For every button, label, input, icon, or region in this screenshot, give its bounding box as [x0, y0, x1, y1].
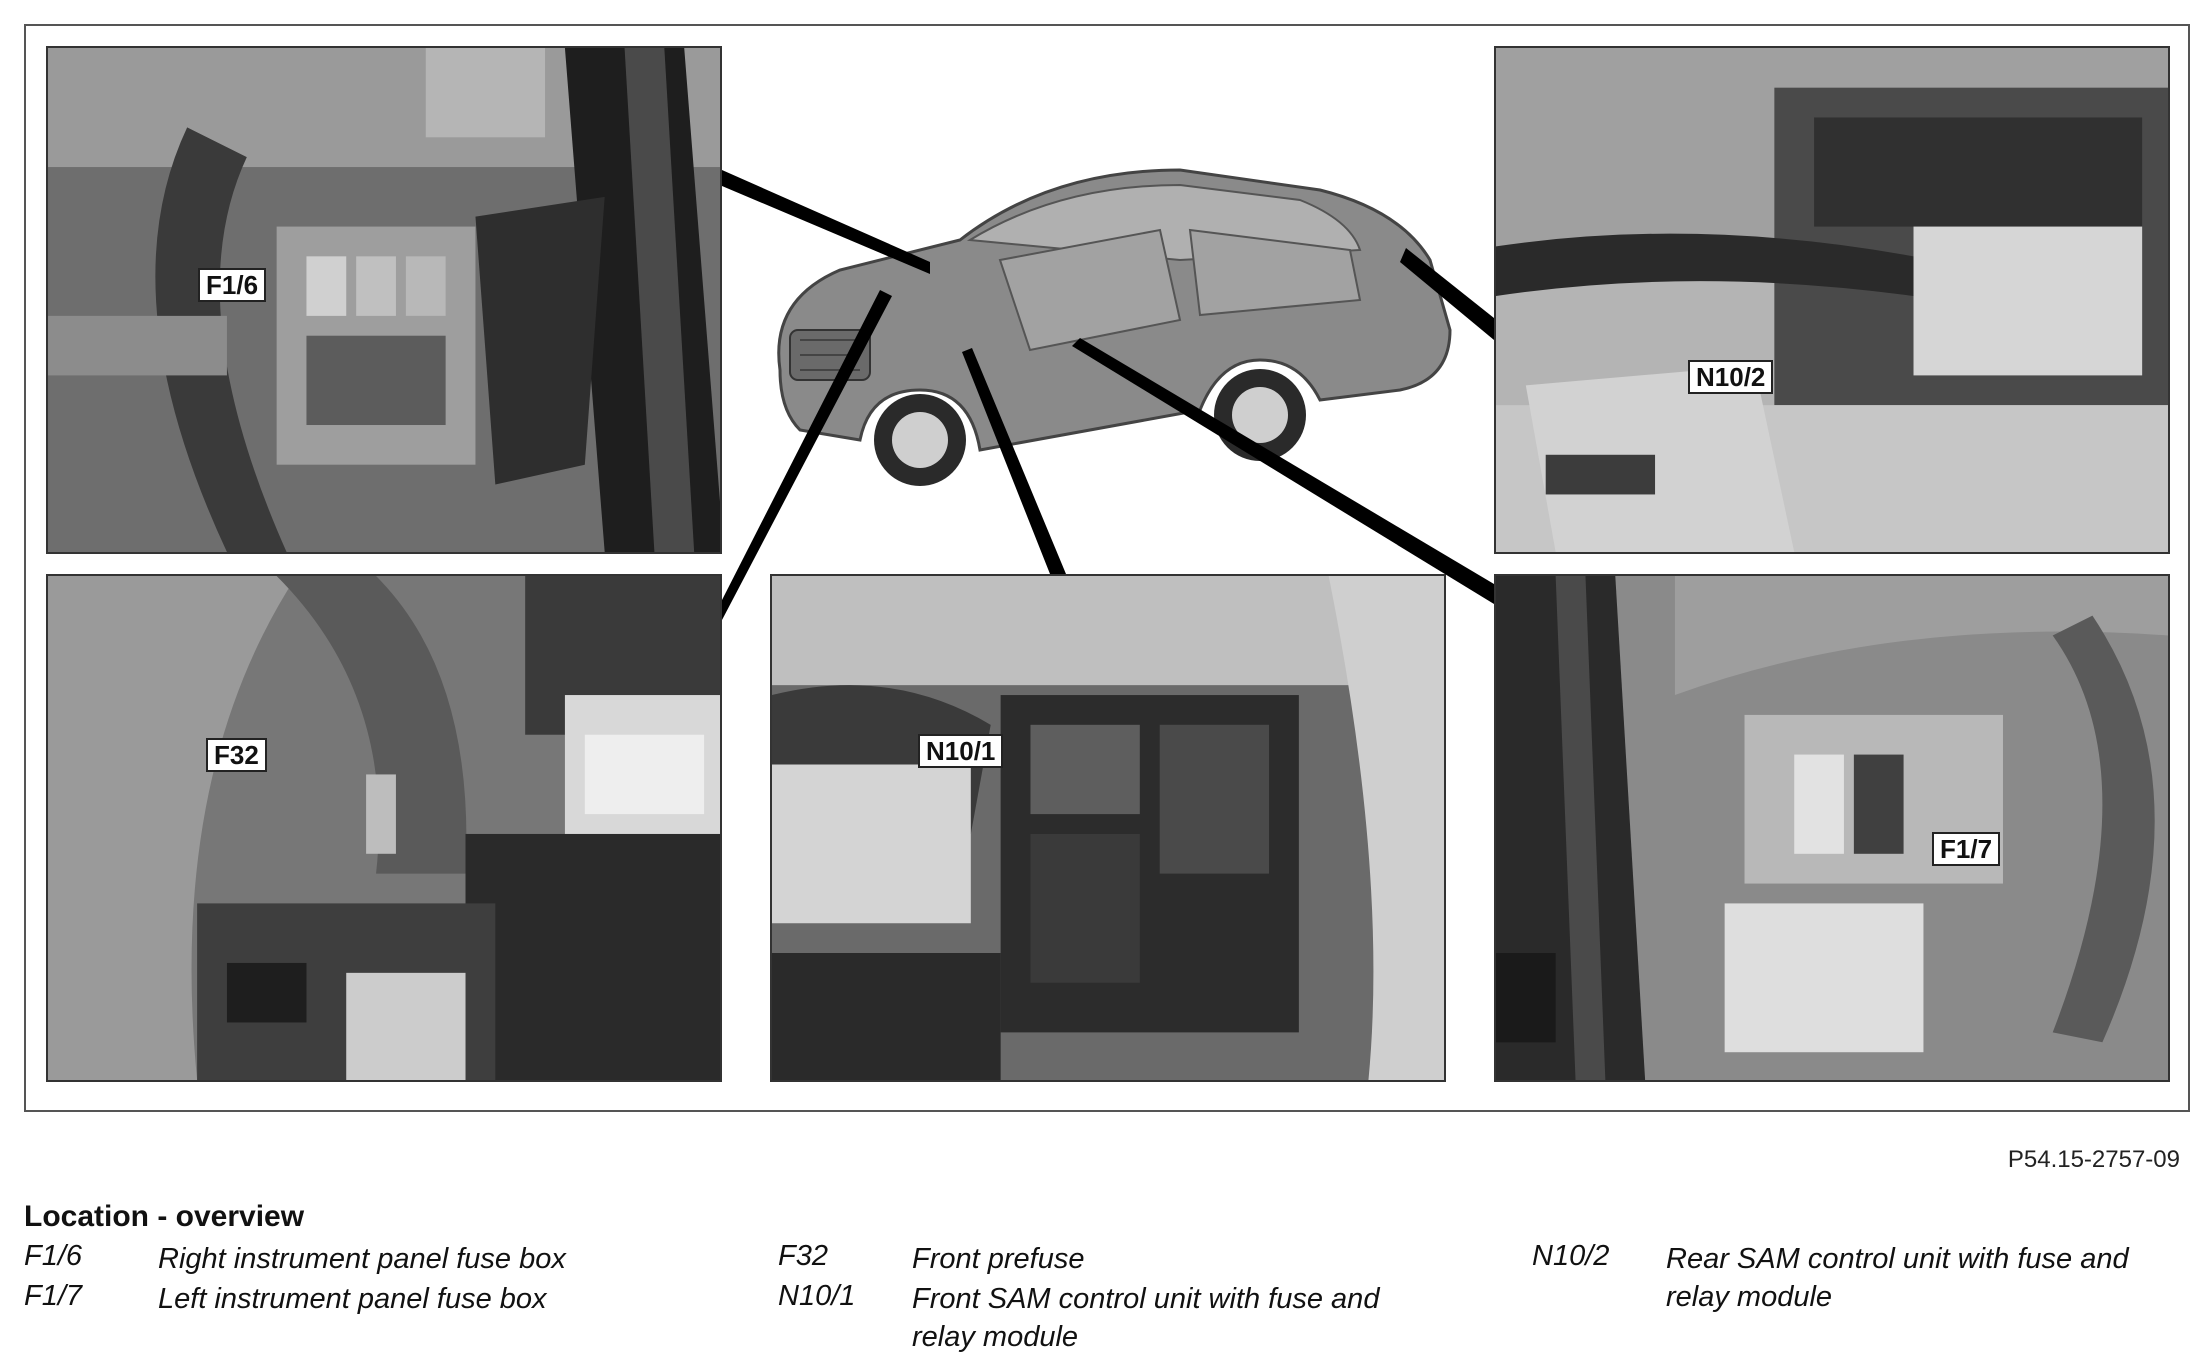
callout-n10-2: N10/2 [1688, 360, 1773, 394]
legend-code: F32 [778, 1240, 828, 1272]
legend-code: N10/1 [778, 1280, 856, 1312]
legend-code: F1/7 [24, 1280, 83, 1312]
photo-f32 [46, 574, 722, 1082]
legend-description: Right instrument panel fuse box [158, 1243, 566, 1275]
callout-f32: F32 [206, 738, 267, 772]
legend-code: N10/2 [1532, 1240, 1610, 1272]
legend-heading: Location - overview [24, 1200, 305, 1233]
photo-f1-6 [46, 46, 722, 554]
legend-description: Rear SAM control unit with fuse and relay module [1666, 1243, 2129, 1313]
legend-description: Front prefuse [912, 1243, 1085, 1275]
callout-n10-1: N10/1 [918, 734, 1003, 768]
legend-description: Front SAM control unit with fuse and relay module [912, 1283, 1380, 1353]
car-illustration [760, 130, 1460, 500]
callout-f1-7: F1/7 [1932, 832, 2000, 866]
figure-reference-code: P54.15-2757-09 [2007, 1146, 2180, 1173]
legend-description: Left instrument panel fuse box [158, 1283, 547, 1315]
photo-n10-1 [770, 574, 1446, 1082]
callout-f1-6: F1/6 [198, 268, 266, 302]
photo-f1-7 [1494, 574, 2170, 1082]
legend-code: F1/6 [24, 1240, 83, 1272]
photo-n10-2 [1494, 46, 2170, 554]
